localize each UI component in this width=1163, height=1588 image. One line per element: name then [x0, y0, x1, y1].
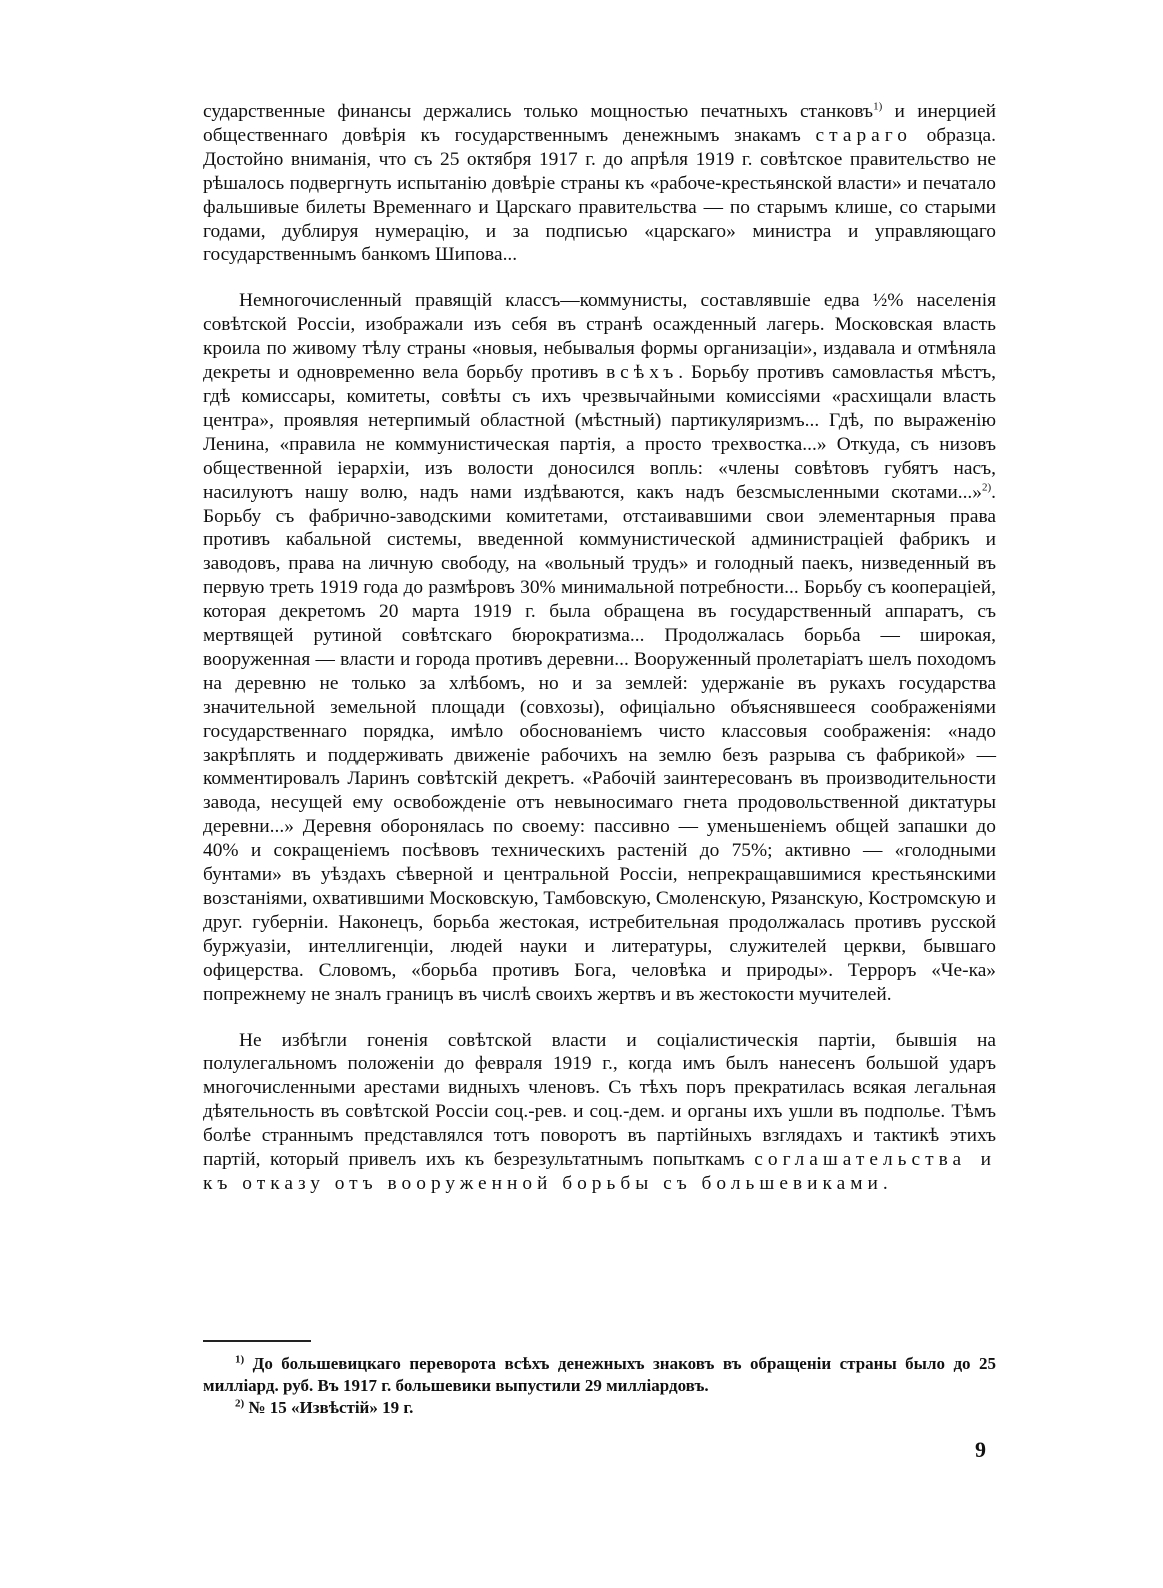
paragraph-2 [203, 289, 996, 1006]
paragraph-2-spaced: всѣхъ [606, 362, 679, 384]
footnote-2 [203, 1397, 996, 1419]
footnote-1 [203, 1353, 996, 1397]
paragraph-1 [203, 100, 996, 267]
footnote-2-mark: 2) [235, 1397, 245, 1410]
footnote-ref-1: 1) [873, 100, 883, 113]
paragraph-3-text-b: . [882, 1172, 888, 1194]
footnote-1-mark: 1) [235, 1353, 245, 1366]
footnote-ref-2: 2) [981, 481, 992, 494]
paragraph-1-text-a: сударственные финансы держались только мощностью печатныхъ станковъ [203, 101, 874, 122]
page-number: 9 [975, 1437, 986, 1462]
paragraph-2-text-a: Немногочисленный правящій классъ—коммунисты, составлявшіе едва ½% населенія совѣтской Россіи, изображали изъ себя въ странѣ осажденный лагерь. Московская власть кроила по живому тѣлу страны «новыя, небывалыя формы организаціи», издавала и отмѣняла декреты и одновременно вела борьбу противъ [203, 290, 996, 384]
paragraph-2-text-b: . Борьбу противъ самовластья мѣстъ, гдѣ комиссары, комитеты, совѣты съ ихъ чрезвычайными комиссіями «расхищали власть центра», проявляя нетерпимый областной (мѣстный) партикуляризмъ... Гдѣ, по выраженію Ленина, «правила не коммунистическая партія, а просто трехвостка...» Откуда, съ низовъ общественной іерархіи, изъ волости доносился вопль: «члены совѣтовъ губятъ насъ, насилуютъ нашу волю, надъ нами издѣваются, какъ надъ безсмысленными скотами...» [203, 362, 997, 503]
paragraph-3-text-a: Не избѣгли гоненія совѣтской власти и соціалистическія партіи, бывшія на полулегальномъ положеніи до февраля 1919 г., когда имъ былъ нанесенъ большой ударъ многочисленными арестами видныхъ членовъ. Съ тѣхъ поръ прекратилась всякая легальная дѣятельность въ совѣтской Россіи соц.-рев. и соц.-дем. и органы ихъ ушли въ подполье. Тѣмъ болѣе страннымъ представлялся тотъ поворотъ въ партійныхъ взглядахъ и тактикѣ этихъ партій, который привелъ ихъ къ безрезультатнымъ попыткамъ [203, 1029, 996, 1171]
paragraph-1-text-b: и инерцией общественнаго довѣрія къ государственнымъ денежнымъ знакамъ [203, 101, 996, 146]
paragraph-1-text-c: образца. Достойно вниманія, что съ 25 октября 1917 г. до апрѣля 1919 г. совѣтское правительство не рѣшалось подвергнуть испытанію довѣріе страны къ «рабоче-крестьянской власти» и печатало фальшивые билеты Временнаго и Царскаго правительства — по старымъ клише, со старыми годами, дублируя нумерацію, и за подписью «царскаго» министра и управляющаго государственнымъ банкомъ Шипова... [203, 124, 997, 266]
paragraph-3-spaced: соглашательства и къ отказу отъ вооруженной борьбы съ большевиками [203, 1149, 996, 1194]
paragraph-2-text-c: . Борьбу съ фабрично-заводскими комитетами, отстаивавшими свои элементарныя права противъ кабальной системы, введенной коммунистической администраціей фабрикъ и заводовъ, права на личную свободу, на «вольный трудъ» и голодный паекъ, низведенный въ первую треть 1919 года до размѣровъ 30% минимальной потребности... Борьбу съ кооперацiей, которая декретомъ 20 марта 1919 г. была обращена въ государственный аппаратъ, съ мертвящей рутиной совѣтскаго бюрократизма... Продолжалась борьба — широкая, вооруженная — власти и города противъ деревни... Вооруженный пролетаріатъ шелъ походомъ на деревню не только за хлѣбомъ, но и за землей: удержаніе въ рукахъ государства значительной земельной площади (совхозы), офиціально объяснявшееся соображеніями государственнаго порядка, имѣло обоснованіемъ чисто классовыя соображенія: «надо закрѣплять и поддерживать движеніе рабочихъ на землю безъ разрыва съ фабрикой» — комментировалъ Ларинъ совѣтскій декретъ. «Рабочій заинтересованъ въ производительности завода, несущей ему освобожденіе отъ невыносимаго гнета продовольственной диктатуры деревни...» Деревня оборонялась по своему: пассивно — уменьшеніемъ общей запашки до 40% и сокращеніемъ посѣвовъ техническихъ растеній до 75%; активно — «голодными бунтами» въ уѣздахъ сѣверной и центральной Россіи, непрекращавшимися крестьянскими возстаніями, охватившими Московскую, Тамбовскую, Смоленскую, Рязанскую, Костромскую и друг. губерніи. Наконецъ, борьба жестокая, истребительная продолжалась противъ русской буржуазіи, интеллигенціи, людей науки и литературы, служителей церкви, бывшаго офицерства. Словомъ, «борьба противъ Бога, человѣка и природы». Терроръ «Че-ка» попрежнему не зналъ границъ въ числѣ своихъ жертвъ и въ жестокости мучителей. [203, 481, 996, 1005]
paragraph-3 [203, 1029, 996, 1196]
footnote-2-text: № 15 «Извѣстій» 19 г. [248, 1398, 414, 1417]
main-text [203, 100, 996, 1196]
footnote-divider [203, 1340, 311, 1342]
footnotes [203, 1353, 996, 1419]
paragraph-1-spaced: стараго [815, 124, 912, 146]
footnote-1-text: До большевицкаго переворота всѣхъ денежныхъ знаковъ въ обращеніи страны было до 25 милліард. руб. Въ 1917 г. большевики выпустили 29 милліардовъ. [203, 1354, 997, 1395]
